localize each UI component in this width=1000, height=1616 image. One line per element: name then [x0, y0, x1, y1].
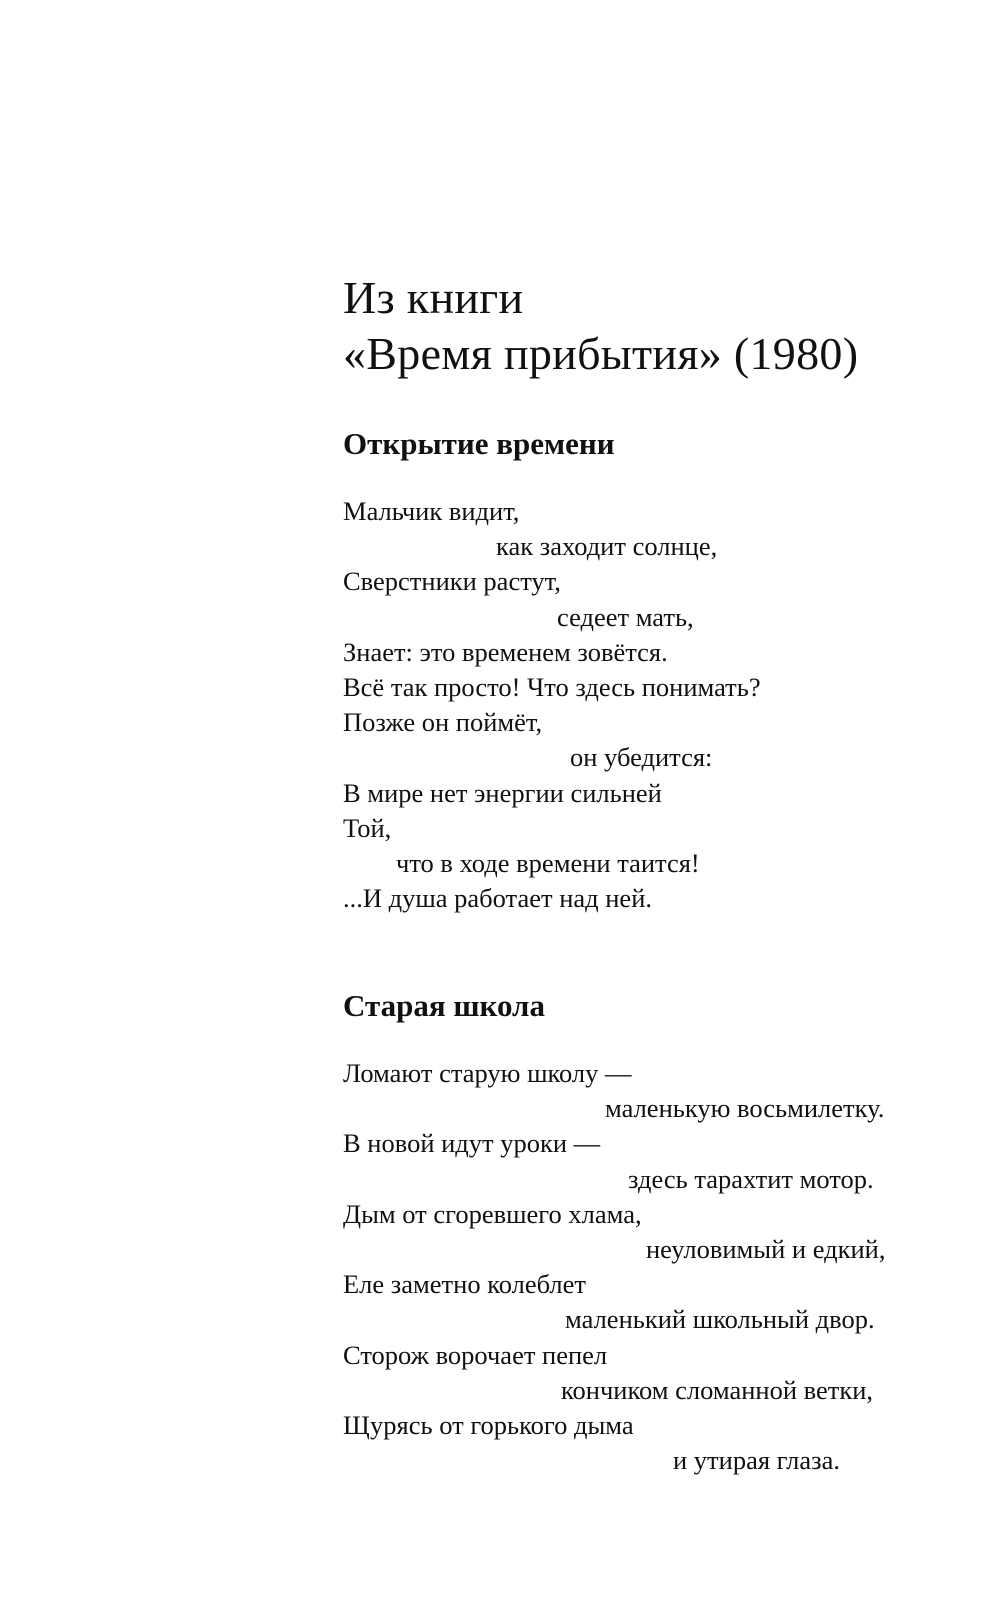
poem-line: ...И душа работает над ней.: [343, 883, 652, 914]
poem-line: он убедится:: [570, 742, 713, 773]
poem-line: как заходит солнце,: [496, 531, 718, 562]
poem-staraya-shkola: [343, 1056, 885, 1478]
poem-line: неуловимый и едкий,: [646, 1234, 886, 1265]
poem-line: Сверстники растут,: [343, 566, 561, 597]
poem-line: Той,: [343, 812, 392, 843]
poem-line: что в ходе времени таится!: [396, 848, 700, 879]
poem-line: здесь тарахтит мотор.: [628, 1163, 874, 1194]
book-heading-line-1: Из книги: [343, 272, 524, 323]
poem-line: Сторож ворочает пепел: [343, 1339, 608, 1370]
book-heading-line-2: «Время прибытия» (1980): [343, 328, 859, 379]
poem-line: Всё так просто! Что здесь понимать?: [343, 672, 761, 703]
poem-line: В мире нет энергии сильней: [343, 777, 662, 808]
poem-line: седеет мать,: [557, 601, 694, 632]
poem-line: кончиком сломанной ветки,: [561, 1374, 874, 1405]
book-section-heading: [343, 270, 858, 382]
poem-line: маленькую восьмилетку.: [605, 1093, 885, 1124]
poem-title-otkrytie-vremeni: Открытие времени: [343, 426, 615, 461]
poem-line: и утирая глаза.: [673, 1445, 841, 1476]
poem-line: маленький школьный двор.: [565, 1304, 875, 1335]
poem-line: Мальчик видит,: [343, 496, 520, 526]
poem-title-staraya-shkola: Старая школа: [343, 988, 545, 1023]
poem-line: Позже он поймёт,: [343, 707, 543, 738]
poem-line: В новой идут уроки —: [343, 1128, 601, 1159]
poem-line: Знает: это временем зовётся.: [343, 636, 668, 667]
poem-otkrytie-vremeni: [343, 494, 761, 916]
poem-line: Еле заметно колеблет: [343, 1269, 587, 1300]
poem-line: Дым от сгоревшего хлама,: [343, 1198, 642, 1229]
poem-line: Щурясь от горького дыма: [343, 1410, 634, 1441]
poem-line: Ломают старую школу —: [343, 1058, 632, 1088]
